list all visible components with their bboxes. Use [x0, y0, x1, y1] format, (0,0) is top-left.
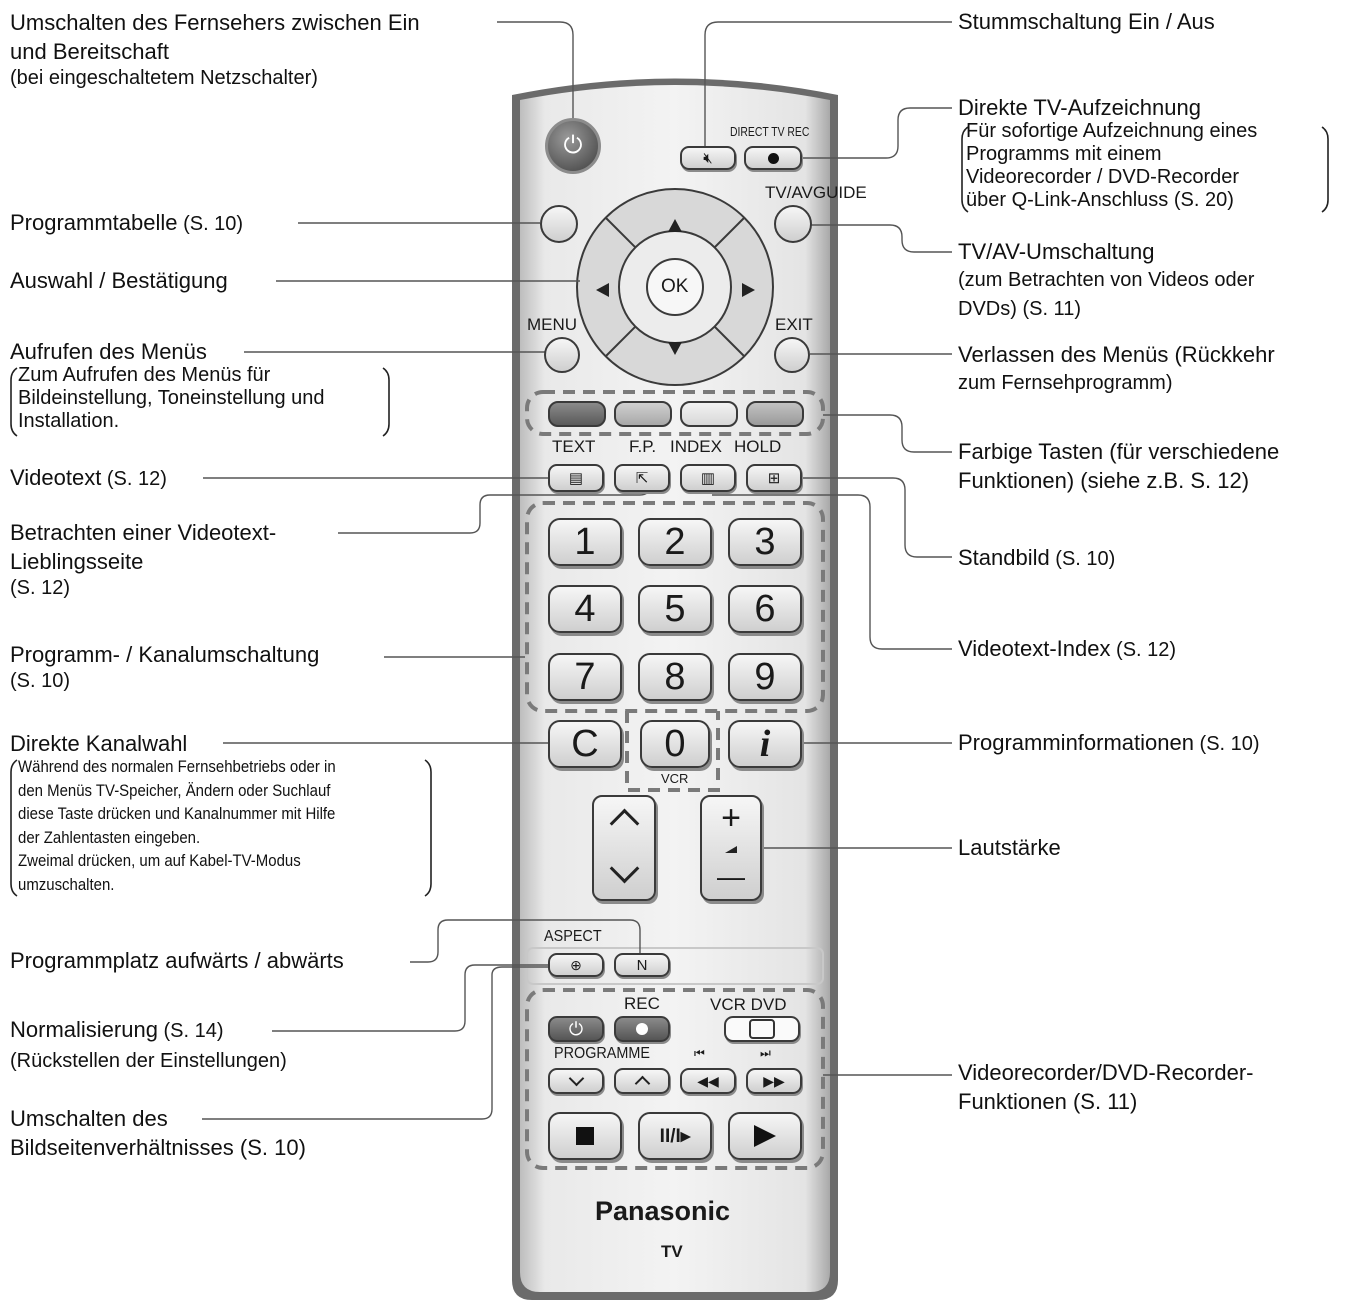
menu-caption: MENU [527, 315, 578, 334]
rec-caption: REC [624, 994, 660, 1013]
label-program-updown: Programmplatz aufwärts / abwärts [10, 948, 344, 973]
green-button[interactable] [614, 401, 672, 427]
blue-button[interactable] [746, 401, 804, 427]
label-volume: Lautstärke [958, 835, 1061, 860]
label-tv-av: TV/AV-Umschaltung (zum Betrachten von Videos oder DVDs) (S. 11) [958, 239, 1255, 320]
skip-forward-icon: ⏭ [760, 1046, 771, 1060]
label-direct-rec: Direkte TV-Aufzeichnung [958, 95, 1201, 120]
label-info: Programminformationen (S. 10) [958, 730, 1260, 755]
digit-5-button[interactable]: 5 [638, 585, 712, 633]
hold-caption: HOLD [734, 437, 782, 456]
label-select-confirm: Auswahl / Bestätigung [10, 268, 228, 293]
digit-8-button[interactable]: 8 [638, 653, 712, 701]
mute-button[interactable] [680, 146, 736, 170]
stop-icon [576, 1127, 594, 1145]
play-button[interactable] [728, 1112, 802, 1160]
label-menu: Aufrufen des Menüs [10, 339, 207, 364]
index-icon: ▥ [700, 470, 716, 487]
play-icon [754, 1125, 776, 1147]
digit-4-button[interactable]: 4 [548, 585, 622, 633]
mute-icon: 🔇︎ [703, 149, 713, 167]
program-down-icon[interactable] [609, 854, 639, 884]
label-index: Videotext-Index (S. 12) [958, 636, 1177, 661]
direct-rec-button[interactable] [744, 146, 802, 170]
chevron-up-icon [634, 1076, 650, 1092]
pause-play-icon: II/I▸ [659, 1125, 691, 1147]
program-updown-rocker[interactable] [592, 795, 656, 901]
digit-2-button[interactable]: 2 [638, 518, 712, 566]
rec-button[interactable] [614, 1016, 670, 1042]
record-dot-icon [636, 1023, 648, 1035]
ok-label[interactable]: OK [661, 276, 689, 297]
volume-up-icon[interactable]: + [721, 799, 741, 837]
digit-0-button[interactable]: 0 [640, 720, 710, 768]
programme-up-button[interactable] [614, 1068, 670, 1094]
label-fav-page: Betrachten einer Videotext- Lieblingsseite (S. 12) [10, 520, 277, 599]
record-dot-icon [768, 153, 779, 164]
note-menu: Zum Aufrufen des Menüs für Bildeinstellung, Toneinstellung und Installation. [18, 364, 325, 432]
volume-level-icon [725, 846, 737, 853]
text-button[interactable] [548, 464, 604, 492]
fp-caption: F.P. [629, 437, 657, 456]
rewind-icon: ◀◀ [697, 1072, 719, 1089]
info-button[interactable]: i [728, 720, 802, 768]
hold-button[interactable] [746, 464, 802, 492]
digit-7-button[interactable]: 7 [548, 653, 622, 701]
pause-play-button[interactable] [638, 1112, 712, 1160]
tv-av-button[interactable] [774, 205, 812, 243]
vcr-caption: VCR [661, 771, 689, 786]
recorder-power-icon: ⏻ [568, 1018, 584, 1039]
skip-back-icon: ⏮ [694, 1046, 705, 1060]
note-direct-channel: Während des normalen Fernsehbetriebs oder in den Menüs TV-Speicher, Ändern oder Suchlauf diese Taste drücken und Kanalnummer mit Hilfe der Zahlentasten eingeben. Zweimal drücken, um auf Kabel-TV-Modus umzuschalten. [18, 757, 336, 894]
rewind-button[interactable] [680, 1068, 736, 1094]
hold-icon: ⊞ [767, 470, 781, 487]
digit-1-button[interactable]: 1 [548, 518, 622, 566]
label-channel-switch: Programm- / Kanalumschaltung (S. 10) [10, 642, 320, 692]
chevron-down-icon [568, 1071, 584, 1087]
program-up-icon[interactable] [609, 809, 639, 839]
red-button[interactable] [548, 401, 606, 427]
aspect-icon: ⊕ [570, 956, 582, 973]
digit-6-button[interactable]: 6 [728, 585, 802, 633]
fast-forward-button[interactable] [746, 1068, 802, 1094]
label-exit: Verlassen des Menüs (Rückkehr zum Fernsehprogramm) [958, 342, 1275, 394]
vcr-dvd-caption: VCR DVD [710, 995, 787, 1014]
exit-caption: EXIT [775, 315, 813, 334]
power-icon: ⏻ [563, 132, 583, 159]
aspect-button[interactable] [548, 953, 604, 977]
recorder-power-button[interactable] [548, 1016, 604, 1042]
label-normalize: Normalisierung (S. 14) (Rückstellen der Einstellungen) [10, 1017, 287, 1072]
label-direct-channel: Direkte Kanalwahl [10, 731, 188, 756]
index-button[interactable] [680, 464, 736, 492]
label-aspect: Umschalten des Bildseitenverhältnisses (S. 10) [10, 1106, 306, 1160]
volume-rocker[interactable] [700, 795, 762, 901]
stop-button[interactable] [548, 1112, 622, 1160]
model-label: TV [661, 1242, 683, 1261]
text-caption: TEXT [552, 437, 596, 456]
programme-caption: PROGRAMME [554, 1045, 651, 1062]
note-direct-rec: Für sofortige Aufzeichnung eines Programms mit einem Videorecorder / DVD-Recorder über Q-Link-Anschluss (S. 20) [966, 120, 1258, 211]
fp-button[interactable] [614, 464, 670, 492]
brand-logo: Panasonic [595, 1196, 731, 1226]
favorite-page-icon: ⇱ [635, 470, 649, 487]
switch-knob-icon [749, 1019, 775, 1039]
menu-button[interactable] [544, 337, 580, 373]
label-recorder: Videorecorder/DVD-Recorder- Funktionen (S. 11) [958, 1060, 1254, 1114]
direct-tv-rec-caption: DIRECT TV REC [730, 124, 810, 139]
index-caption: INDEX [670, 437, 722, 456]
teletext-icon: ▤ [568, 470, 584, 487]
aspect-caption: ASPECT [544, 928, 602, 945]
digit-3-button[interactable]: 3 [728, 518, 802, 566]
n-button[interactable]: N [614, 953, 670, 977]
label-power: Umschalten des Fernsehers zwischen Ein und Bereitschaft (bei eingeschaltetem Netzschalter) [10, 10, 420, 89]
c-button[interactable]: C [548, 720, 622, 768]
label-hold: Standbild (S. 10) [958, 545, 1116, 570]
guide-button[interactable] [540, 205, 578, 243]
digit-9-button[interactable]: 9 [728, 653, 802, 701]
yellow-button[interactable] [680, 401, 738, 427]
label-mute: Stummschaltung Ein / Aus [958, 9, 1215, 34]
volume-down-icon[interactable]: — [717, 861, 745, 892]
label-color-keys: Farbige Tasten (für verschiedene Funktionen) (siehe z.B. S. 12) [958, 439, 1280, 493]
label-program-table: Programmtabelle (S. 10) [10, 210, 244, 235]
exit-button[interactable] [774, 337, 810, 373]
power-button[interactable] [545, 118, 601, 174]
label-teletext: Videotext (S. 12) [10, 465, 167, 490]
vcr-dvd-switch[interactable] [724, 1016, 800, 1042]
programme-down-button[interactable] [548, 1068, 604, 1094]
fast-forward-icon: ▶▶ [763, 1072, 785, 1089]
tv-av-caption: TV/AVGUIDE [765, 183, 867, 202]
